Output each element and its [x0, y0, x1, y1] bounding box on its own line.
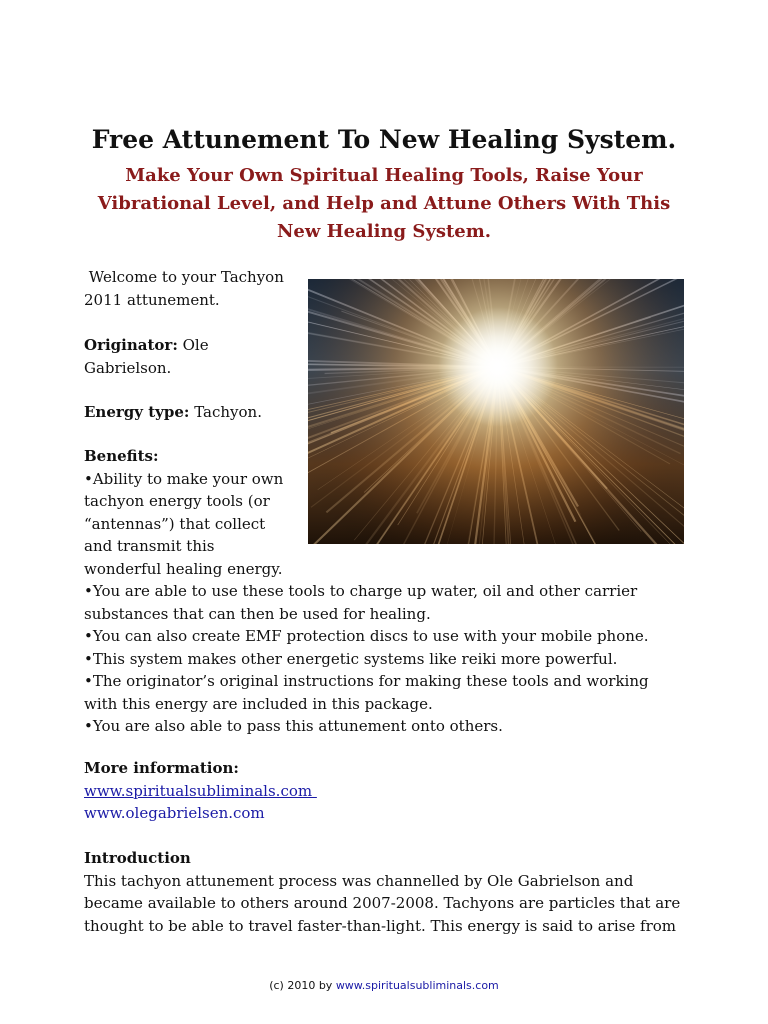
benefit-line: “antennas”) that collect	[84, 514, 266, 533]
welcome-text	[84, 266, 284, 311]
footer-copyright: (c) 2010 by	[269, 979, 336, 992]
welcome-line: Welcome to your Tachyon	[84, 268, 284, 286]
energy-type-section	[84, 401, 262, 424]
benefit-line: •You can also create EMF protection discs to use with your mobile phone.	[84, 627, 649, 645]
subtitle	[70, 162, 698, 246]
originator-section	[84, 334, 209, 379]
originator-label: Originator:	[84, 336, 178, 354]
introduction-section	[84, 847, 680, 937]
benefit-line: substances that can then be used for healing.	[84, 604, 431, 623]
benefits-label: Benefits:	[84, 447, 159, 465]
benefit-line: and transmit this	[84, 537, 215, 555]
more-info-section	[84, 757, 317, 825]
benefit-line: •This system makes other energetic systems like reiki more powerful.	[84, 649, 618, 668]
benefit-line: tachyon energy tools (or	[84, 492, 270, 510]
benefit-line: •The originator’s original instructions for making these tools and working	[84, 672, 649, 690]
footer	[0, 979, 768, 992]
introduction-line: This tachyon attunement process was channelled by Ole Gabrielson and	[84, 871, 634, 890]
burst-of-light-image	[308, 279, 684, 544]
benefit-line: wonderful healing energy.	[84, 559, 283, 578]
energy-type-value: Tachyon.	[189, 403, 262, 421]
originator-value-cont: Gabrielson.	[84, 358, 172, 377]
more-info-label: More information:	[84, 759, 239, 777]
spiritualsubliminals-link[interactable]: www.spiritualsubliminals.com	[84, 781, 317, 800]
footer-link[interactable]: www.spiritualsubliminals.com	[335, 979, 499, 992]
welcome-line: 2011 attunement.	[84, 290, 220, 309]
introduction-label: Introduction	[84, 849, 191, 867]
originator-value: Ole	[177, 336, 209, 354]
benefit-line: •You are also able to pass this attunement onto others.	[84, 717, 503, 735]
page-title: Free Attunement To New Healing System.	[91, 125, 677, 154]
subtitle-line: New Healing System.	[276, 221, 492, 242]
subtitle-line: Vibrational Level, and Help and Attune Others With This	[97, 193, 671, 214]
benefit-line: with this energy are included in this package.	[84, 694, 433, 713]
benefit-line: •You are able to use these tools to charge up water, oil and other carrier	[84, 582, 638, 600]
benefit-line: •Ability to make your own	[84, 469, 284, 488]
introduction-line: became available to others around 2007-2008. Tachyons are particles that are	[84, 894, 681, 912]
subtitle-line: Make Your Own Spiritual Healing Tools, Raise Your	[125, 165, 643, 186]
olegabrielsen-link[interactable]: www.olegabrielsen.com	[84, 804, 265, 822]
energy-type-label: Energy type:	[84, 403, 190, 421]
introduction-line: thought to be able to travel faster-than-light. This energy is said to arise from	[84, 916, 676, 935]
